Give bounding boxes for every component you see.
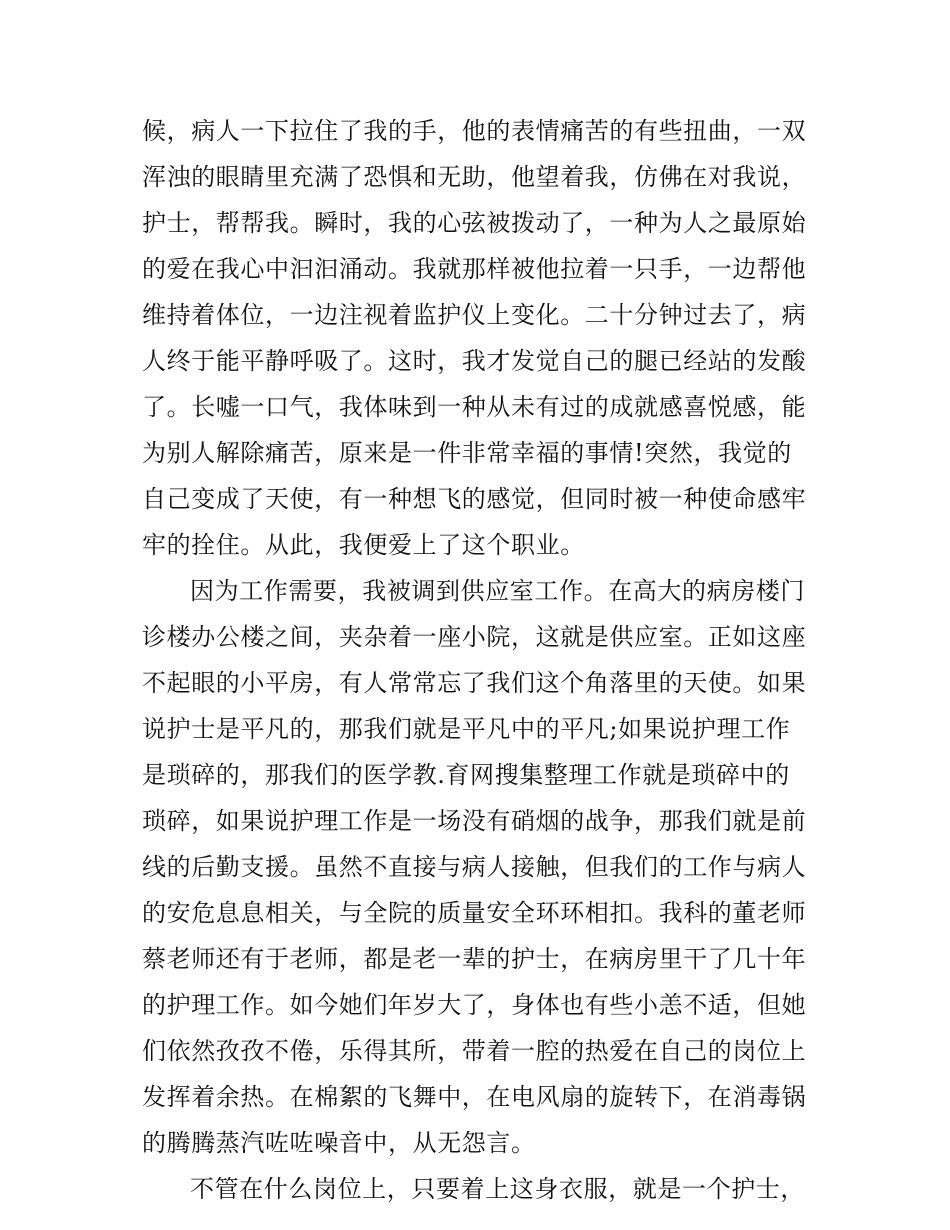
text-line: 的爱在我心中汩汩涌动。我就那样被他拉着一只手，一边帮他: [142, 255, 807, 283]
text-line: 说护士是平凡的，那我们就是平凡中的平凡;如果说护理工作: [142, 715, 791, 743]
text-line: 浑浊的眼睛里充满了恐惧和无助，他望着我，仿佛在对我说，: [142, 163, 807, 191]
paragraph-start-line: 因为工作需要，我被调到供应室工作。在高大的病房楼门: [190, 577, 805, 605]
text-line: 们依然孜孜不倦，乐得其所，带着一腔的热爱在自己的岗位上: [142, 1037, 807, 1065]
text-line: 人终于能平静呼吸了。这时，我才发觉自己的腿已经站的发酸: [142, 347, 807, 375]
text-line: 是琐碎的，那我们的医学教.育网搜集整理工作就是琐碎中的: [142, 761, 790, 789]
text-line: 琐碎，如果说护理工作是一场没有硝烟的战争，那我们就是前: [142, 807, 807, 835]
text-line: 蔡老师还有于老师，都是老一辈的护士，在病房里干了几十年: [142, 945, 807, 973]
document-body: [142, 108, 812, 1212]
text-line: 了。长嘘一口气，我体味到一种从未有过的成就感喜悦感，能: [142, 393, 807, 421]
text-line: 护士，帮帮我。瞬时，我的心弦被拨动了，一种为人之最原始: [142, 209, 807, 237]
text-line: 诊楼办公楼之间，夹杂着一座小院，这就是供应室。正如这座: [142, 623, 807, 651]
text-line: 不起眼的小平房，有人常常忘了我们这个角落里的天使。如果: [142, 669, 807, 697]
text-line: 的护理工作。如今她们年岁大了，身体也有些小恙不适，但她: [142, 991, 807, 1019]
text-line: 维持着体位，一边注视着监护仪上变化。二十分钟过去了，病: [142, 301, 807, 329]
text-line: 的腾腾蒸汽咗咗噪音中，从无怨言。: [142, 1129, 536, 1157]
text-line: 自己变成了天使，有一种想飞的感觉，但同时被一种使命感牢: [142, 485, 807, 513]
text-line: 发挥着余热。在棉絮的飞舞中，在电风扇的旋转下，在消毒锅: [142, 1083, 807, 1111]
text-line: 候，病人一下拉住了我的手，他的表情痛苦的有些扭曲，一双: [142, 117, 807, 145]
text-line: 线的后勤支援。虽然不直接与病人接触，但我们的工作与病人: [142, 853, 807, 881]
text-line: 为别人解除痛苦，原来是一件非常幸福的事情!突然，我觉的: [142, 439, 792, 467]
paragraph-start-line: 不管在什么岗位上，只要着上这身衣服，就是一个护士，: [190, 1175, 805, 1203]
text-line: 的安危息息相关，与全院的质量安全环环相扣。我科的董老师: [142, 899, 807, 927]
text-line: 牢的拴住。从此，我便爱上了这个职业。: [142, 531, 585, 559]
